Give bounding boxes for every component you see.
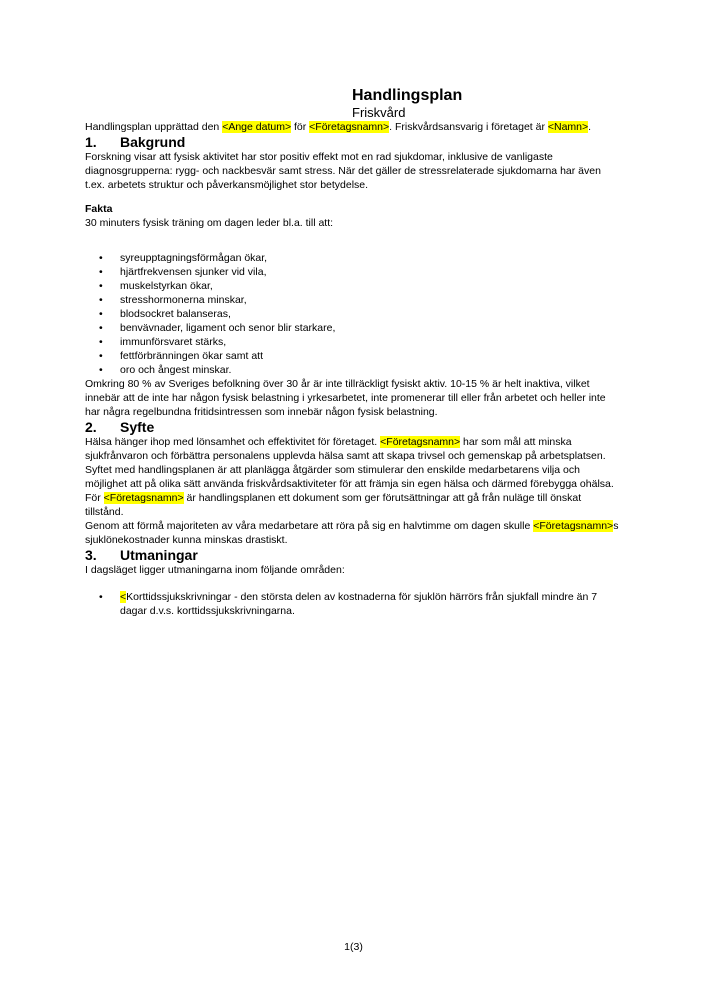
list-item: • hjärtfrekvensen sjunker vid vila, (85, 265, 622, 279)
intro-text-4: . (588, 121, 592, 133)
page-subtitle: Friskvård (352, 105, 406, 120)
syfte2-text-1: Syftet med handlingsplanen är att planlägga åtgärder som stimulerar den enskilde medarbetarens vilja och möjlighet att på olika sätt använda friskvårdsaktiviteter för att främja sin egen hälsa och därmed förebygga ohälsa. För (85, 464, 614, 504)
syfte-paragraph-1 (85, 435, 622, 463)
syfte-paragraph-2 (85, 463, 622, 519)
section-heading-utmaningar (85, 547, 622, 563)
placeholder-name: <Namn> (547, 121, 589, 133)
placeholder-company: <Företagsnamn> (309, 121, 390, 133)
bakgrund-paragraph-1: Forskning visar att fysisk aktivitet har stor positiv effekt mot en rad sjukdomar, inklusive de vanligaste diagnosgrupperna: rygg- och nackbesvär samt stress. När det gäller de stressrelaterade sjukdomarna har även t.ex. arbetets struktur och påverkansmöjlighet stor betydelse. (85, 151, 601, 191)
syfte1-text-2: har som mål att minska sjukfrånvaron och förbättra personalens upplevda hälsa samt att skapa trivsel och gemenskap på arbetsplatsen. (85, 436, 606, 462)
fakta-bullet-list (85, 251, 622, 377)
list-item: • benvävnader, ligament och senor blir starkare, (85, 321, 622, 335)
list-item: • fettförbränningen ökar samt att (85, 349, 622, 363)
section-title: Utmaningar (120, 547, 198, 563)
list-item: • blodsockret balanseras, (85, 307, 622, 321)
utmaningar-bullet-text: Korttidssjukskrivningar - den största delen av kostnaderna för sjuklön härrörs från sjukfall mindre än 7 dagar d.v.s. korttidssjukskrivningarna. (120, 591, 598, 617)
title-block (352, 0, 622, 120)
section-title: Bakgrund (120, 134, 186, 150)
utmaningar-intro: I dagsläget ligger utmaningarna inom följande områden: (85, 564, 345, 576)
section-heading-bakgrund (85, 134, 622, 150)
list-item: • oro och ångest minskar. (85, 363, 622, 377)
utmaningar-bullet (85, 590, 622, 618)
syfte1-text-1: Hälsa hänger ihop med lönsamhet och effektivitet för företaget. (85, 436, 381, 448)
placeholder-company: <Företagsnamn> (103, 492, 184, 504)
section-number: 2. (85, 419, 97, 435)
bakgrund-paragraph-2: Omkring 80 % av Sveriges befolkning över 30 år är inte tillräckligt fysiskt aktiv. 10-15 % är helt inaktiva, vilket innebär att de inte har någon fysisk belastning i yrkesarbetet, inte promenerar till eller från arbetet och heller inte har några regelbundna fritidsintressen som innebär någon fysisk belastning. (85, 378, 606, 418)
page-title: Handlingsplan (352, 87, 463, 104)
intro-paragraph (85, 120, 622, 134)
intro-text-2: för (291, 121, 310, 133)
syfte3-text-2: s sjuklönekostnader kunna minskas drastiskt. (85, 520, 619, 546)
fakta-label: Fakta (85, 203, 113, 215)
list-item: • immunförsvaret stärks, (85, 335, 622, 349)
placeholder-company: <Företagsnamn> (380, 436, 461, 448)
section-number: 3. (85, 547, 97, 563)
section-title: Syfte (120, 419, 155, 435)
placeholder-bracket: < (120, 591, 127, 603)
fakta-intro: 30 minuters fysisk träning om dagen leder bl.a. till att: (85, 217, 334, 229)
syfte2-text-2: är handlingsplanen ett dokument som ger förutsättningar att gå från nuläge till önskat tillstånd. (85, 492, 582, 518)
list-item: • syreupptagningsförmågan ökar, (85, 251, 622, 265)
section-number: 1. (85, 134, 97, 150)
syfte3-text-1: Genom att förmå majoriteten av våra medarbetare att röra på sig en halvtimme om dagen skulle (85, 520, 534, 532)
intro-text-1: Handlingsplan upprättad den (85, 121, 223, 133)
placeholder-company: <Företagsnamn> (533, 520, 614, 532)
list-item: • stresshormonerna minskar, (85, 293, 622, 307)
section-heading-syfte (85, 419, 622, 435)
page-number: 1(3) (344, 941, 363, 953)
syfte-paragraph-3 (85, 519, 622, 547)
placeholder-date: <Ange datum> (222, 121, 292, 133)
list-item: • muskelstyrkan ökar, (85, 279, 622, 293)
intro-text-3: . Friskvårdsansvarig i företaget är (389, 121, 548, 133)
